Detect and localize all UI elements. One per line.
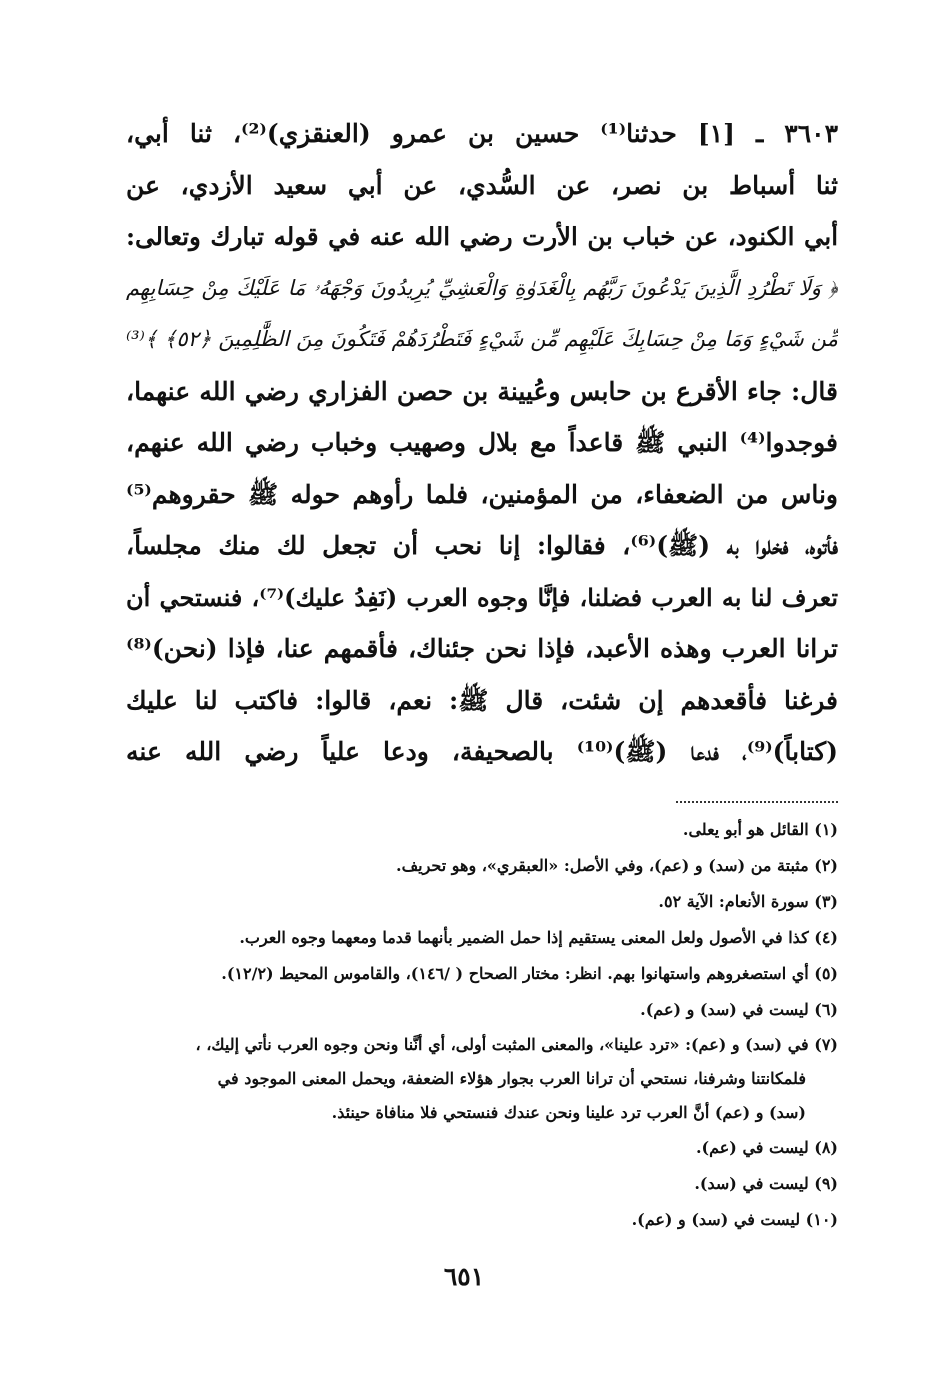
footnote: (٥) أي استصغروهم واستهانوا بهم. انظر: مختار الصحاح ( /١٤٦)، والقاموس المحيط (١٢/٢). <box>221 964 838 983</box>
text-line: ٣٦٠٣ ـ [١] حدثنا⁽¹⁾ حسين بن عمرو (العنقزي)⁽²⁾، ثنا أبي، <box>126 119 838 148</box>
text-line: (كتاباً)⁽⁹⁾، فدعا (ﷺ)⁽¹⁰⁾ بالصحيفة، ودعا علياً رضي الله عنه <box>126 737 838 766</box>
footnote: (١) القائل هو أبو يعلى. <box>682 820 838 839</box>
footnote: (٩) ليست في (سد). <box>694 1174 838 1193</box>
footnotes <box>126 812 838 1238</box>
text-line: أبي الكنود، عن خباب بن الأرت رضي الله عنه في قوله تبارك وتعالى: <box>126 222 838 251</box>
footnote-continuation: (سد) و (عم) أنَّ العرب ترد علينا ونحن عندك فنستحي فلا منافاة حينئذ. <box>331 1103 806 1122</box>
footnote-separator <box>676 795 838 803</box>
text-line: فرغنا فأقعدهم إن شئت، قال ﷺ: نعم، قالوا: فاكتب لنا عليك <box>126 685 838 715</box>
page-number: ٦٥١ <box>443 1262 485 1291</box>
text-line: قال: جاء الأقرع بن حابس وعُيينة بن حصن الفزاري رضي الله عنهما، <box>126 376 838 406</box>
text-line: فأتوه، فخلوا به (ﷺ)⁽⁶⁾، فقالوا: إنا نحب أن تجعل لك منك مجلساً، <box>126 531 838 560</box>
hadith-text <box>126 108 838 778</box>
footnote: (٧) في (سد) و (عم): «ترد علينا»، والمعنى المثبت أولى، أي أنَّنا ونحن وجوه العرب نأتي إليك، ، <box>195 1035 838 1054</box>
text-line: فوجدوا⁽⁴⁾ النبي ﷺ قاعداً مع بلال وصهيب وخباب رضي الله عنهم، <box>126 428 838 457</box>
footnote: (٣) سورة الأنعام: الآية ٥٢. <box>658 892 838 911</box>
footnote-continuation: فلمكانتنا وشرفنا، نستحي أن ترانا العرب بجوار هؤلاء الضعفة، ويحمل المعنى الموجود في <box>217 1069 806 1088</box>
footnote: (٢) مثبتة من (سد) و (عم)، وفي الأصل: «العبقري»، وهو تحريف. <box>396 856 838 875</box>
text-line: ثنا أسباط بن نصر، عن السُّدي، عن أبي سعيد الأزدي، عن <box>126 170 838 200</box>
quran-verse-line: ﴿ وَلَا تَطْرُدِ الَّذِينَ يَدْعُونَ رَبَّهُم بِالْغَدَوٰةِ وَالْعَشِيِّ يُرِيدُونَ وَجْهَهُۥ مَا عَلَيْكَ مِنْ حِسَابِهِم <box>126 275 838 300</box>
text-line: تعرف لنا به العرب فضلنا، فإنَّا وجوه العرب (نَفِدُ عليك)⁽⁷⁾، فنستحي أن <box>126 582 838 612</box>
footnote: (٤) كذا في الأصول ولعل المعنى يستقيم إذا حمل الضمير بأنهما قدما ومعهما وجوه العرب. <box>239 928 838 947</box>
text-line: ترانا العرب وهذه الأعبد، فإذا نحن جئناك، فأقمهم عنا، فإذا (نحن)⁽⁸⁾ <box>126 634 838 663</box>
quran-verse-line: مِّن شَيْءٍ وَمَا مِنْ حِسَابِكَ عَلَيْهِم مِّن شَيْءٍ فَتَطْرُدَهُمْ فَتَكُونَ مِنَ الظَّٰلِمِينَ ﴿٥٢﴾ ﴾⁽³⁾ <box>126 327 838 351</box>
footnote: (١٠) ليست في (سد) و (عم). <box>631 1210 838 1229</box>
footnote: (٦) ليست في (سد) و (عم). <box>640 1000 838 1019</box>
text-line: وناس من الضعفاء، من المؤمنين، فلما رأوهم حوله ﷺ حقروهم⁽⁵⁾ <box>126 479 838 509</box>
footnote: (٨) ليست في (عم). <box>695 1138 838 1157</box>
